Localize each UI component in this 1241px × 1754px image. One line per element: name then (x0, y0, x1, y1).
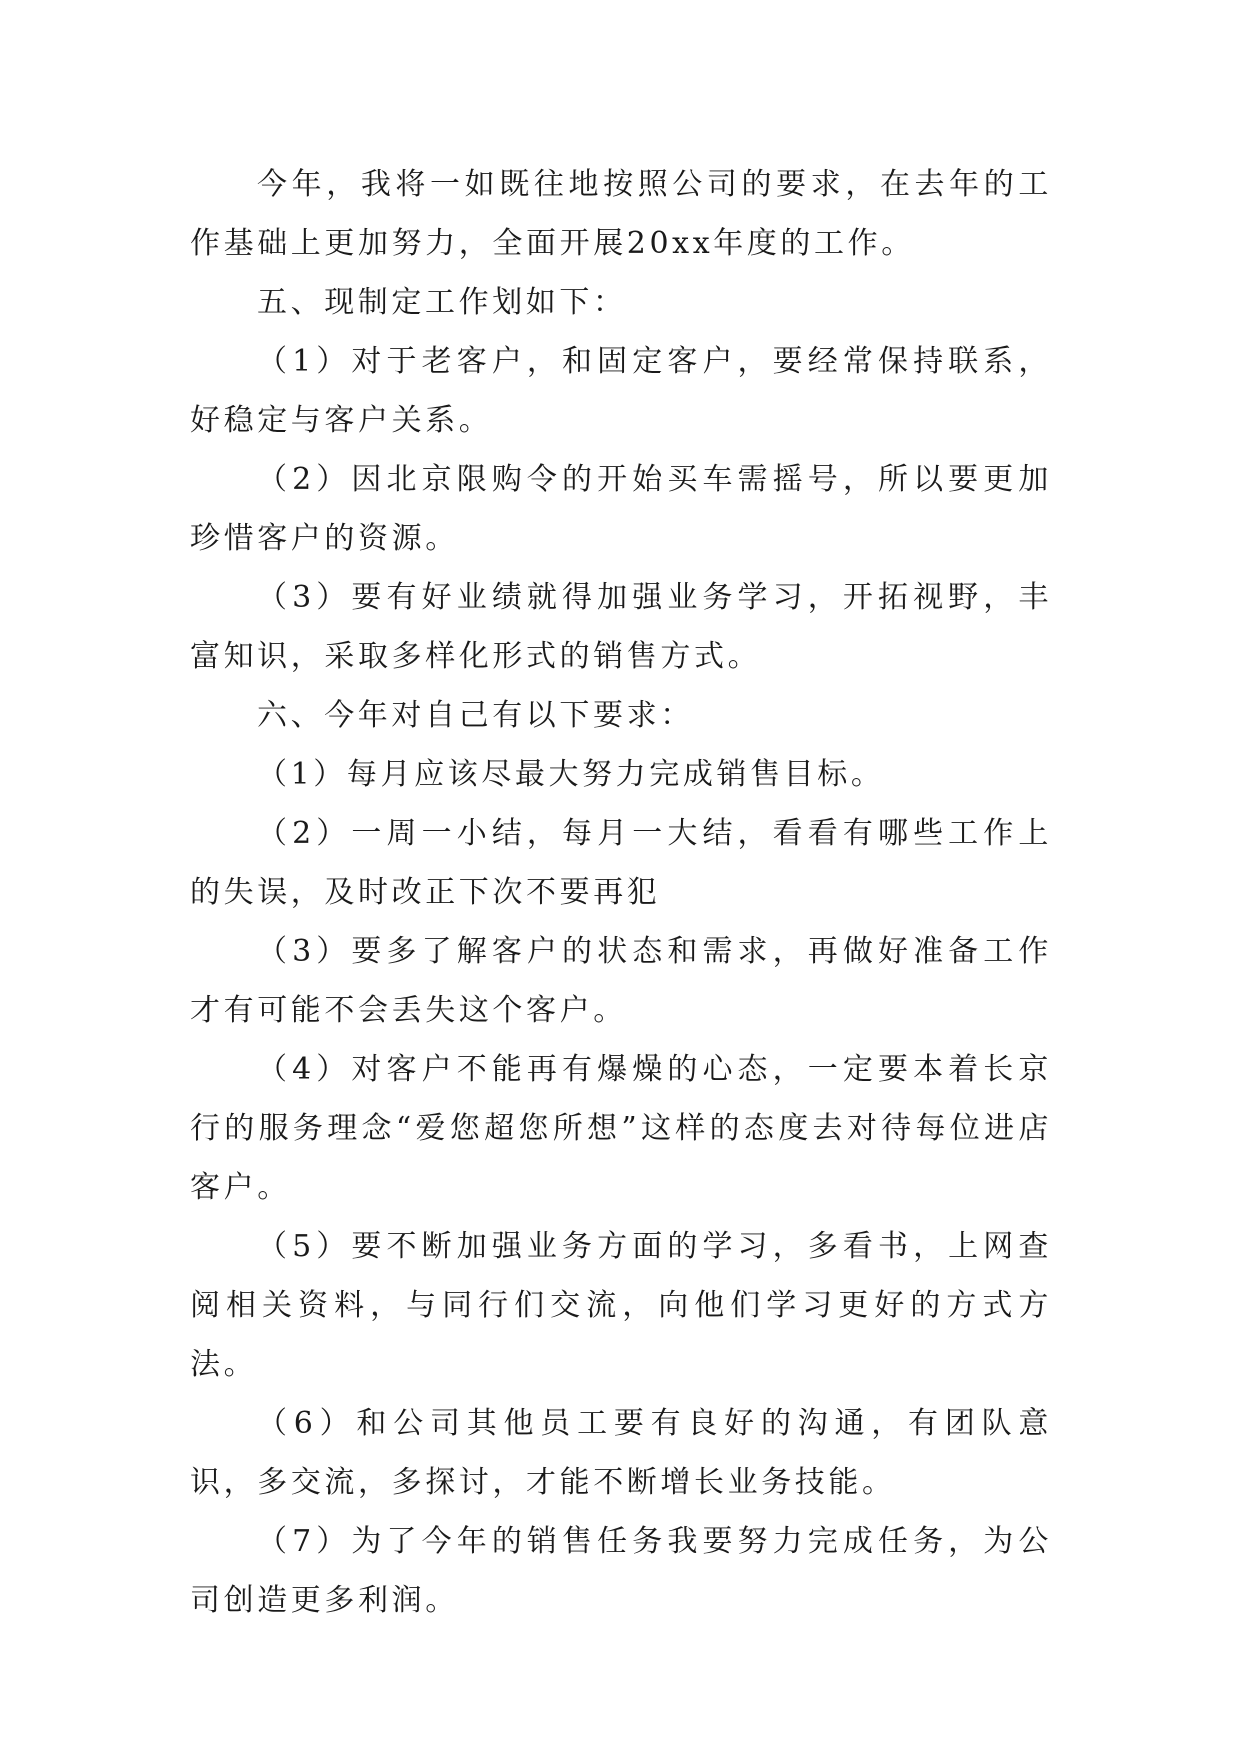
document-body (190, 155, 1052, 1630)
requirement-item-7: （7）为了今年的销售任务我要努力完成任务，为公司创造更多利润。 (190, 1524, 1052, 1618)
plan-item-3: （3）要有好业绩就得加强业务学习，开拓视野，丰富知识，采取多样化形式的销售方式。 (190, 580, 1052, 674)
plan-item-1: （1）对于老客户，和固定客户，要经常保持联系，好稳定与客户关系。 (190, 344, 1052, 438)
requirement-item-2: （2）一周一小结，每月一大结，看看有哪些工作上的失误，及时改正下次不要再犯 (190, 816, 1052, 910)
requirement-item-6: （6）和公司其他员工要有良好的沟通，有团队意识，多交流，多探讨，才能不断增长业务技能。 (190, 1406, 1052, 1500)
plan-item-2: （2）因北京限购令的开始买车需摇号，所以要更加珍惜客户的资源。 (190, 462, 1052, 556)
requirement-item-5: （5）要不断加强业务方面的学习，多看书，上网查阅相关资料，与同行们交流，向他们学习更好的方式方法。 (190, 1229, 1052, 1382)
requirement-item-3: （3）要多了解客户的状态和需求，再做好准备工作才有可能不会丢失这个客户。 (190, 934, 1052, 1028)
section-heading-five: 五、现制定工作划如下： (257, 285, 627, 320)
requirement-item-4: （4）对客户不能再有爆燥的心态，一定要本着长京行的服务理念“爱您超您所想”这样的态度去对待每位进店客户。 (190, 1052, 1052, 1205)
requirement-item-1: （1）每月应该尽最大努力完成销售目标。 (257, 757, 885, 792)
section-heading-six: 六、今年对自己有以下要求： (257, 698, 694, 733)
paragraph-intro: 今年，我将一如既往地按照公司的要求，在去年的工作基础上更加努力，全面开展20xx年度的工作。 (190, 167, 1052, 261)
